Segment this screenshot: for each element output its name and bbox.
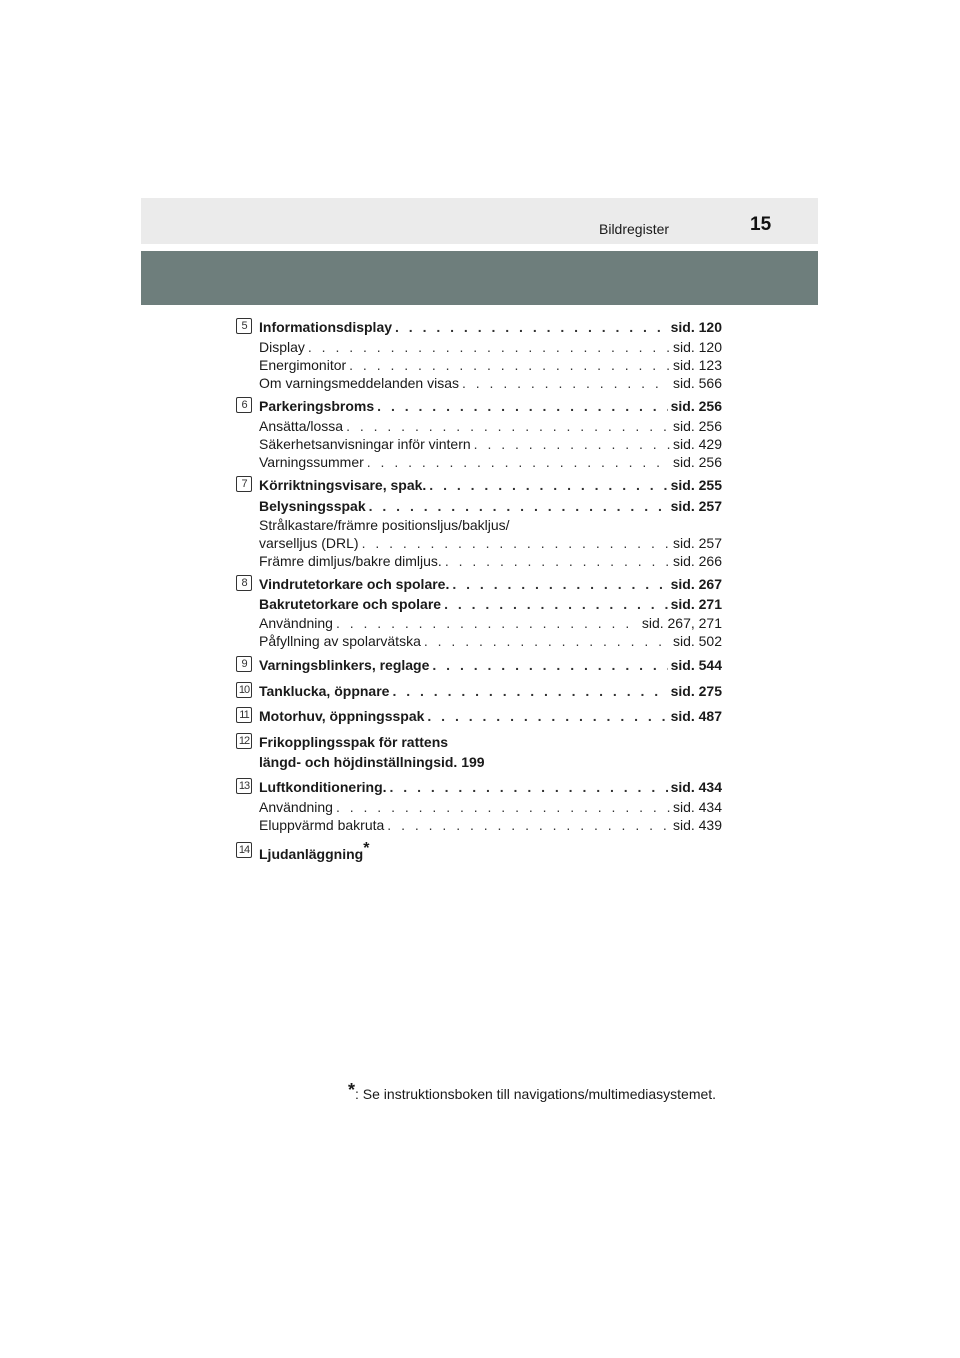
- entry-page-ref[interactable]: sid. 256: [672, 418, 722, 434]
- item-number: 14: [236, 842, 252, 858]
- leader-dots: [308, 338, 670, 356]
- entry-label: Ansätta/lossa: [259, 418, 344, 434]
- section-banner: [141, 251, 818, 305]
- index-subentry[interactable]: [259, 798, 722, 816]
- index-entry[interactable]: [259, 575, 722, 593]
- entry-label: Varningsblinkers, reglage: [259, 657, 430, 673]
- item-number: 12: [236, 733, 252, 749]
- entry-label: Bakrutetorkare och spolare: [259, 596, 442, 612]
- entry-label: Informationsdisplay: [259, 319, 393, 335]
- asterisk-marker: *: [363, 840, 370, 857]
- item-number: 5: [236, 318, 252, 334]
- item-number: 7: [236, 476, 252, 492]
- index-entry[interactable]: [259, 476, 722, 494]
- leader-dots: [377, 397, 667, 415]
- index-entry[interactable]: [259, 707, 722, 725]
- entry-page-ref[interactable]: sid. 266: [672, 553, 722, 569]
- item-number: 9: [236, 656, 252, 672]
- index-subentry-line: Strålkastare/främre positionsljus/bakljus/: [259, 517, 510, 533]
- leader-dots: [474, 435, 670, 453]
- index-subentry[interactable]: [259, 338, 722, 356]
- index-entry-line: Frikopplingsspak för rattens: [259, 734, 449, 750]
- item-number: 11: [236, 707, 252, 723]
- entry-page-ref[interactable]: sid. 275: [670, 683, 722, 699]
- entry-page-ref[interactable]: sid. 434: [670, 779, 722, 795]
- entry-label: Användning: [259, 615, 333, 631]
- leader-dots: [424, 632, 670, 650]
- entry-page-ref[interactable]: sid. 271: [670, 596, 722, 612]
- entry-label: Display: [259, 339, 305, 355]
- index-subentry[interactable]: [259, 435, 722, 453]
- leader-dots: [336, 614, 639, 632]
- section-title: Bildregister: [599, 221, 670, 237]
- index-entry-line: [259, 840, 369, 863]
- footnote-text: : Se instruktionsboken till navigations/multimediasystemet.: [355, 1086, 717, 1102]
- index-entry[interactable]: [259, 778, 722, 796]
- item-number: 10: [236, 682, 252, 698]
- entry-page-ref[interactable]: sid. 487: [670, 708, 722, 724]
- entry-page-ref[interactable]: sid. 429: [672, 436, 722, 452]
- entry-label: Ljudanläggning: [259, 846, 364, 862]
- entry-label: Om varningsmeddelanden visas: [259, 375, 459, 391]
- entry-label: Påfyllning av spolarvätska: [259, 633, 421, 649]
- entry-page-ref[interactable]: sid. 257: [670, 498, 722, 514]
- entry-page-ref[interactable]: sid. 256: [670, 398, 722, 414]
- footnote-asterisk: *: [348, 1080, 356, 1100]
- entry-page-ref[interactable]: sid. 434: [672, 799, 722, 815]
- leader-dots: [432, 656, 667, 674]
- index-entry[interactable]: [259, 397, 722, 415]
- footnote: [348, 1080, 716, 1102]
- leader-dots: [387, 816, 670, 834]
- leader-dots: [349, 356, 670, 374]
- index-subentry[interactable]: [259, 374, 722, 392]
- entry-label: Säkerhetsanvisningar inför vintern: [259, 436, 471, 452]
- page-number: 15: [750, 214, 772, 235]
- entry-label: Parkeringsbroms: [259, 398, 375, 414]
- entry-label: Motorhuv, öppningsspak: [259, 708, 425, 724]
- leader-dots: [346, 417, 670, 435]
- item-number: 6: [236, 397, 252, 413]
- entry-page-ref[interactable]: sid. 267: [670, 576, 722, 592]
- entry-label: Belysningsspak: [259, 498, 366, 514]
- leader-dots: [445, 552, 670, 570]
- header-band: [141, 198, 818, 244]
- leader-dots: [367, 453, 670, 471]
- leader-dots: [444, 595, 668, 613]
- leader-dots: [392, 682, 667, 700]
- index-subentry[interactable]: [259, 552, 722, 570]
- entry-label: Användning: [259, 799, 333, 815]
- entry-page-ref[interactable]: sid. 256: [672, 454, 722, 470]
- entry-label: Energimonitor: [259, 357, 347, 373]
- leader-dots: [362, 534, 670, 552]
- leader-dots: [369, 497, 668, 515]
- entry-page-ref[interactable]: sid. 502: [672, 633, 722, 649]
- entry-page-ref[interactable]: sid. 439: [672, 817, 722, 833]
- entry-label: Varningssummer: [259, 454, 364, 470]
- index-subentry[interactable]: [259, 534, 722, 552]
- index-entry[interactable]: [259, 497, 722, 515]
- index-subentry[interactable]: [259, 816, 722, 834]
- leader-dots: [427, 707, 667, 725]
- entry-label: Vindrutetorkare och spolare.: [259, 576, 450, 592]
- index-entry[interactable]: [259, 595, 722, 613]
- entry-page-ref[interactable]: sid. 257: [672, 535, 722, 551]
- index-entry[interactable]: [259, 682, 722, 700]
- leader-dots: [462, 374, 670, 392]
- index-subentry[interactable]: [259, 417, 722, 435]
- entry-label: varselljus (DRL): [259, 535, 359, 551]
- entry-label: Luftkonditionering.: [259, 779, 387, 795]
- entry-page-ref[interactable]: sid. 123: [672, 357, 722, 373]
- item-number: 8: [236, 575, 252, 591]
- index-subentry[interactable]: [259, 632, 722, 650]
- index-entry-line[interactable]: längd- och höjdinställningsid. 199: [259, 754, 485, 770]
- index-entry[interactable]: [259, 318, 722, 336]
- index-entry[interactable]: [259, 656, 722, 674]
- entry-page-ref[interactable]: sid. 267, 271: [641, 615, 722, 631]
- leader-dots: [452, 575, 667, 593]
- index-subentry[interactable]: [259, 453, 722, 471]
- entry-page-ref[interactable]: sid. 544: [670, 657, 722, 673]
- entry-label: Tanklucka, öppnare: [259, 683, 390, 699]
- leader-dots: [390, 778, 668, 796]
- index-subentry[interactable]: [259, 614, 722, 632]
- item-number: 13: [236, 778, 252, 794]
- entry-page-ref[interactable]: sid. 120: [670, 319, 722, 335]
- entry-label: Främre dimljus/bakre dimljus.: [259, 553, 442, 569]
- entry-label: Eluppvärmd bakruta: [259, 817, 385, 833]
- leader-dots: [395, 318, 668, 336]
- entry-label: Körriktningsvisare, spak.: [259, 477, 427, 493]
- entry-page-ref[interactable]: sid. 566: [672, 375, 722, 391]
- leader-dots: [336, 798, 670, 816]
- leader-dots: [429, 476, 667, 494]
- index-subentry[interactable]: [259, 356, 722, 374]
- entry-page-ref[interactable]: sid. 255: [670, 477, 722, 493]
- entry-page-ref[interactable]: sid. 120: [672, 339, 722, 355]
